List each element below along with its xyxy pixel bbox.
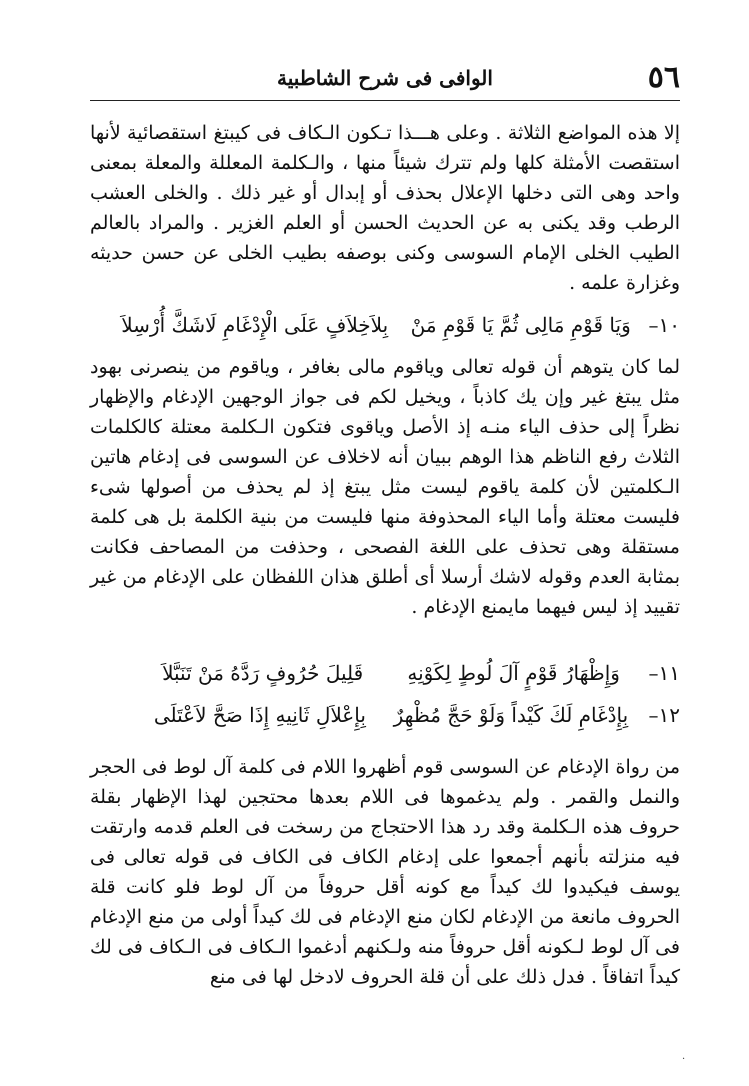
verse-number: ١٠–: [648, 313, 680, 337]
verse-first-hemistich: بِإِدْغَامِ لَكَ كَيْداً وَلَوْ حَجَّ مُظْهِرٌ: [393, 703, 629, 727]
verse-line: [110, 308, 680, 342]
verse-line: [140, 656, 680, 690]
page-number: ٥٦: [647, 60, 680, 95]
commentary-paragraph: من رواة الإدغام عن السوسى قوم أظهروا اللام فى كلمة آل لوط فى الحجر والنمل والقمر . ولم يدغموها فى اللام بعدها محتجين لهذا الإظهار بقلة حروف هذه الـكلمة وقد رد هذا الاحتجاج من رسخت فى العلم قدمه وارتقت فيه منزلته بأنهم أجمعوا على إدغام الكاف فى الكاف فى قوله تعالى فى يوسف فيكيدوا لك كيداً مع كونه أقل حروفاً من آل لوط فلو كانت قلة الحروف مانعة من الإدغام لكان منع الإدغام فى لك كيداً أولى من منع الإدغام فى آل لوط لـكونه أقل حروفاً منه ولـكنهم أدغموا الـكاف فى الـكاف فى لك كيداً اتفاقاً . فدل ذلك على أن قلة الحروف لادخل لها فى منع: [90, 756, 680, 988]
print-mark: ·: [682, 1054, 686, 1065]
verse-line: [140, 698, 680, 732]
header-divider: [90, 100, 680, 101]
running-title: الوافى فى شرح الشاطبية: [277, 66, 493, 90]
verse-first-hemistich: وَيَا قَوْمِ مَالِى ثُمَّ يَا قَوْمِ مَنْ: [410, 313, 631, 337]
commentary-paragraph: لما كان يتوهم أن قوله تعالى وياقوم مالى بغافر ، وياقوم من ينصرنى بهود مثل يبتغ غير وإن يك كاذباً ، ويخيل لكم فى جواز الوجهين الإدغام والإظهار نظراً إلى حذف الياء منـه إذ الأصل وياقوى فتكون الـكلمة معتلة كالكلمات الثلاث رفع الناظم هذا الوهم ببيان أنه لاخلاف عن السوسى فى إدغام هاتين الـكلمتين لأن كلمة ياقوم ليست مثل يبتغ إذ لم يحذف من أصولها شىء فليست معتلة وأما الياء المحذوفة منها فليست من بنية الكلمة بل هى كلمة مستقلة وهى تحذف على اللغة الفصحى ، وحذفت من المصاحف فكانت بمثابة العدم وقوله لاشك أرسلا أى أطلق هذان اللفظان على الإدغام من غير تقييد إذ ليس فيهما مايمنع الإدغام .: [90, 356, 680, 618]
page-header: [90, 60, 680, 96]
verse-second-hemistich: قَلِيلَ حُرُوفٍ رَدَّهُ مَنْ تَنَبَّلاَ: [162, 661, 364, 685]
verse-second-hemistich: بِلاَخِلاَفٍ عَلَى الْإِدْغَامِ لَاشَكَّ أُرْسِلاَ: [121, 313, 389, 337]
verse-number: ١٢–: [648, 703, 680, 727]
verse-first-hemistich: وَإِظْهَارُ قَوْمٍ آلَ لُوطٍ لِكَوْنِهِ: [407, 661, 620, 685]
commentary-paragraph: إلا هذه المواضع الثلاثة . وعلى هـــذا تـكون الـكاف فى كيبتغ استقصائية لأنها استقصت الأمثلة كلها ولم تترك شيئاً منها ، والـكلمة المعللة والمعلة بمعنى واحد وهى التى دخلها الإعلال بحذف أو إبدال أو غير ذلك . والخلى العشب الرطب وقد يكنى به عن الحديث الحسن أو العلم الغزير . والمراد بالعالم الطيب الخلى الإمام السوسى وكنى بوصفه بطيب الخلى عن حسن حديثه وغزارة علمه .: [90, 122, 680, 294]
verse-second-hemistich: بِإِعْلاَلِ ثَانِيهِ إِذَا صَحَّ لاَعْتَلَى: [153, 703, 366, 727]
verse-number: ١١–: [648, 661, 680, 685]
